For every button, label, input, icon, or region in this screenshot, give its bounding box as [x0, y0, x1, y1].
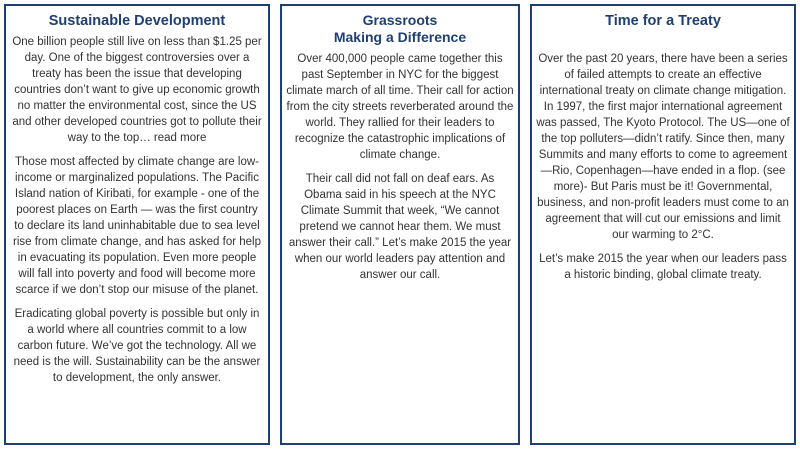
column-sustainable-development [4, 4, 270, 445]
title-line: Grassroots [362, 12, 438, 28]
paragraph: Those most affected by climate change are low-income or marginalized populations. The Pacific Island nation of Kiribati, for example - one of the poorest places on Earth — was the first country to declare its land uninhabitable due to sea level rise from climate change, and has asked for help in evacuating its population. Even more people will fall into poverty and food will become more scarce if we don’t stop our misuse of the planet. [12, 156, 262, 296]
column-grassroots [280, 4, 520, 445]
column-time-for-a-treaty [530, 4, 796, 445]
title-line: Making a Difference [333, 29, 467, 45]
paragraph: Over 400,000 people came together this past September in NYC for the biggest climate march of all time. Their call for action from the city streets reverberated around the world. They rallied for their leaders to recognize the catastrophic implications of climate change. [286, 53, 514, 161]
paragraph: One billion people still live on less than $1.25 per day. One of the biggest controversies over a treaty has been the issue that developing countries don’t want to give up economic growth no matter the environmental cost, since the US and other developed countries got to pollute their way to the top… read more [12, 36, 262, 144]
column-body [282, 46, 518, 283]
paragraph: Their call did not fall on deaf ears. As Obama said in his speech at the NYC Climate Summit that week, “We cannot pretend we cannot hear them. We must answer their call.” Let’s make 2015 the year when our world leaders pay attention and answer our call. [288, 173, 512, 281]
paragraph: Over the past 20 years, there have been a series of failed attempts to create an effective international treaty on climate change mitigation. In 1997, the first major international agreement was passed, The Kyoto Protocol. The US—one of the top polluters—didn’t ratify. Since then, many Summits and many efforts to come to agreement—Rio, Copenhagen—have ended in a flop. (see more)- But Paris must be it! Governmental, business, and non-profit leaders must come to an agreement that will cut our emissions and limit our warming to 2°C. [536, 53, 790, 241]
column-title [282, 6, 518, 46]
paragraph: Let’s make 2015 the year when our leaders pass a historic binding, global climate treaty. [539, 253, 787, 281]
column-body [532, 30, 794, 283]
column-body [6, 30, 268, 386]
column-title: Time for a Treaty [605, 13, 721, 29]
column-title: Sustainable Development [48, 13, 226, 29]
paragraph: Eradicating global poverty is possible but only in a world where all countries commit to a low carbon future. We’ve got the technology. All we need is the will. Sustainability can be the answer to development, the only answer. [13, 308, 261, 384]
